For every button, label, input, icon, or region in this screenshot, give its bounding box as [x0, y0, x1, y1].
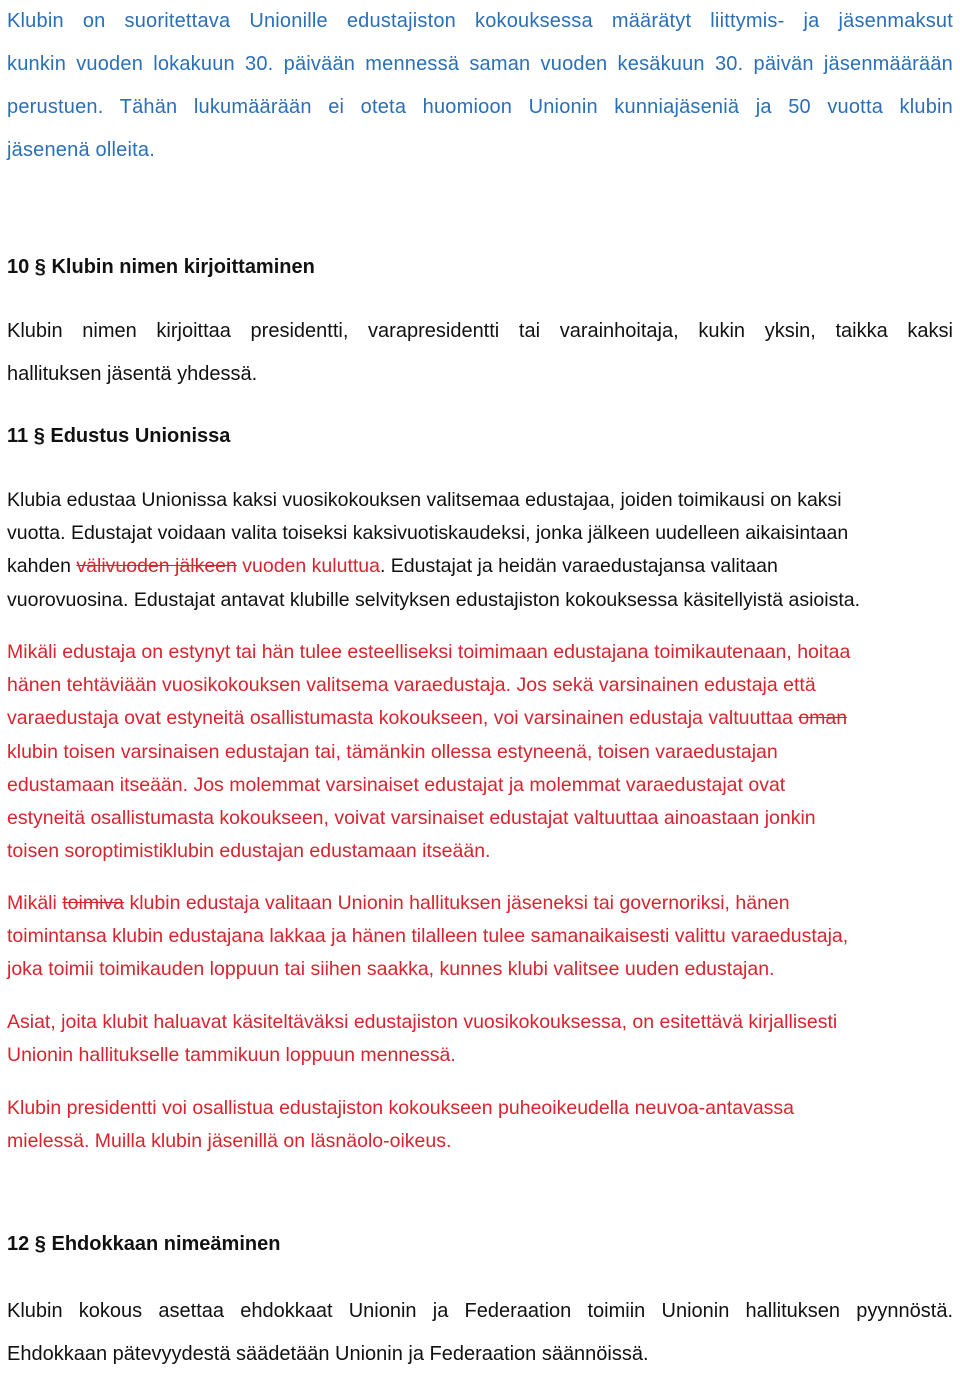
sec12-line-1: Klubin kokous asettaa ehdokkaat Unionin ja Federaation toimiin Unionin hallituksen pyynnöstä.: [7, 1300, 953, 1322]
strikethrough-text: toimiva: [62, 892, 125, 914]
sec11-p2-line-1: Mikäli edustaja on estynyt tai hän tulee esteelliseksi toimimaan edustajana toimikautenaan, hoitaa: [7, 641, 851, 663]
intro-line-2: kunkin vuoden lokakuun 30. päivään mennessä saman vuoden kesäkuun 30. päivän jäsenmäärään: [7, 53, 953, 75]
intro-line-1: Klubin on suoritettava Unionille edustajiston kokouksessa määrätyt liittymis- ja jäsenmaksut: [7, 10, 953, 32]
strikethrough-text: oman: [798, 707, 848, 730]
sec11-p5-line-1: Klubin presidentti voi osallistua edustajiston kokoukseen puheoikeudella neuvoa-antavassa: [7, 1097, 795, 1119]
sec11-p2-line-6: estyneitä osallistumasta kokoukseen, voivat varsinaiset edustajat valtuuttaa ainoastaan jonkin: [7, 807, 816, 830]
intro-line-3: perustuen. Tähän lukumäärään ei oteta huomioon Unionin kunniajäseniä ja 50 vuotta klubin: [7, 96, 953, 118]
sec11-p2-line-7: toisen soroptimistiklubin edustajan edustamaan itseään.: [7, 840, 491, 863]
section-12-heading: 12 § Ehdokkaan nimeäminen: [7, 1233, 281, 1255]
sec12-line-2: Ehdokkaan pätevyydestä säädetään Unionin ja Federaation säännöissä.: [7, 1343, 649, 1365]
sec11-p1-line-3: kahden välivuoden jälkeen vuoden kuluttua. Edustajat ja heidän varaedustajansa valitaan: [7, 555, 778, 578]
strikethrough-text: välivuoden jälkeen: [76, 555, 237, 578]
sec11-p2-line-2: hänen tehtäviään vuosikokouksen valitsema varaedustaja. Jos sekä varsinainen edustaja että: [7, 674, 816, 697]
sec11-p1-line-4: vuorovuosina. Edustajat antavat klubille selvityksen edustajiston kokouksessa käsitellyistä asioista.: [7, 588, 861, 611]
intro-paragraph: [7, 0, 953, 172]
sec11-p3-line-1: Mikäli toimiva klubin edustaja valitaan Unionin hallituksen jäseneksi tai governoriksi, hänen: [7, 892, 790, 914]
section-10-paragraph: [7, 310, 953, 396]
sec11-p3-line-3: joka toimii toimikauden loppuun tai siihen saakka, kunnes klubi valitsee uuden edustajan.: [7, 958, 775, 981]
sec11-p3-line-2: toimintansa klubin edustajana lakkaa ja hänen tilalleen tulee samanaikaisesti valittu varaedustaja,: [7, 925, 849, 948]
section-12-paragraph: [7, 1290, 953, 1376]
section-11-paragraph-2: [7, 636, 953, 868]
sec11-p2-line-5: edustamaan itseään. Jos molemmat varsinaiset edustajat ja molemmat varaedustajat ovat: [7, 773, 786, 796]
sec10-line-1: Klubin nimen kirjoittaa presidentti, varapresidentti tai varainhoitaja, kukin yksin, taikka kaksi: [7, 320, 953, 342]
sec11-p4-line-2: Unionin hallitukselle tammikuun loppuun mennessä.: [7, 1044, 456, 1067]
sec11-p1-line-1: Klubia edustaa Unionissa kaksi vuosikokouksen valitsemaa edustajaa, joiden toimikausi on kaksi: [7, 489, 842, 511]
sec11-p2-line-3: varaedustaja ovat estyneitä osallistumasta kokoukseen, voi varsinainen edustaja valtuuttaa oman: [7, 707, 848, 730]
section-11-heading: 11 § Edustus Unionissa: [7, 425, 231, 447]
sec11-p2-line-4: klubin toisen varsinaisen edustajan tai, tämänkin ollessa estyneenä, toisen varaedustajan: [7, 740, 778, 763]
sec10-line-2: hallituksen jäsentä yhdessä.: [7, 363, 258, 385]
section-11-paragraph-4: [7, 1006, 953, 1072]
sec11-p4-line-1: Asiat, joita klubit haluavat käsiteltäväksi edustajiston vuosikokouksessa, on esitettävä kirjallisesti: [7, 1011, 838, 1033]
intro-line-4: jäsenenä olleita.: [7, 139, 155, 161]
section-10-heading: 10 § Klubin nimen kirjoittaminen: [7, 256, 315, 278]
section-11-paragraph-5: [7, 1092, 953, 1158]
section-11-paragraph-1: [7, 484, 953, 617]
sec11-p5-line-2: mielessä. Muilla klubin jäsenillä on läsnäolo-oikeus.: [7, 1130, 452, 1153]
section-11-paragraph-3: [7, 887, 953, 987]
sec11-p1-line-2: vuotta. Edustajat voidaan valita toiseksi kaksivuotiskaudeksi, jonka jälkeen uudelleen aikaisintaan: [7, 522, 849, 545]
